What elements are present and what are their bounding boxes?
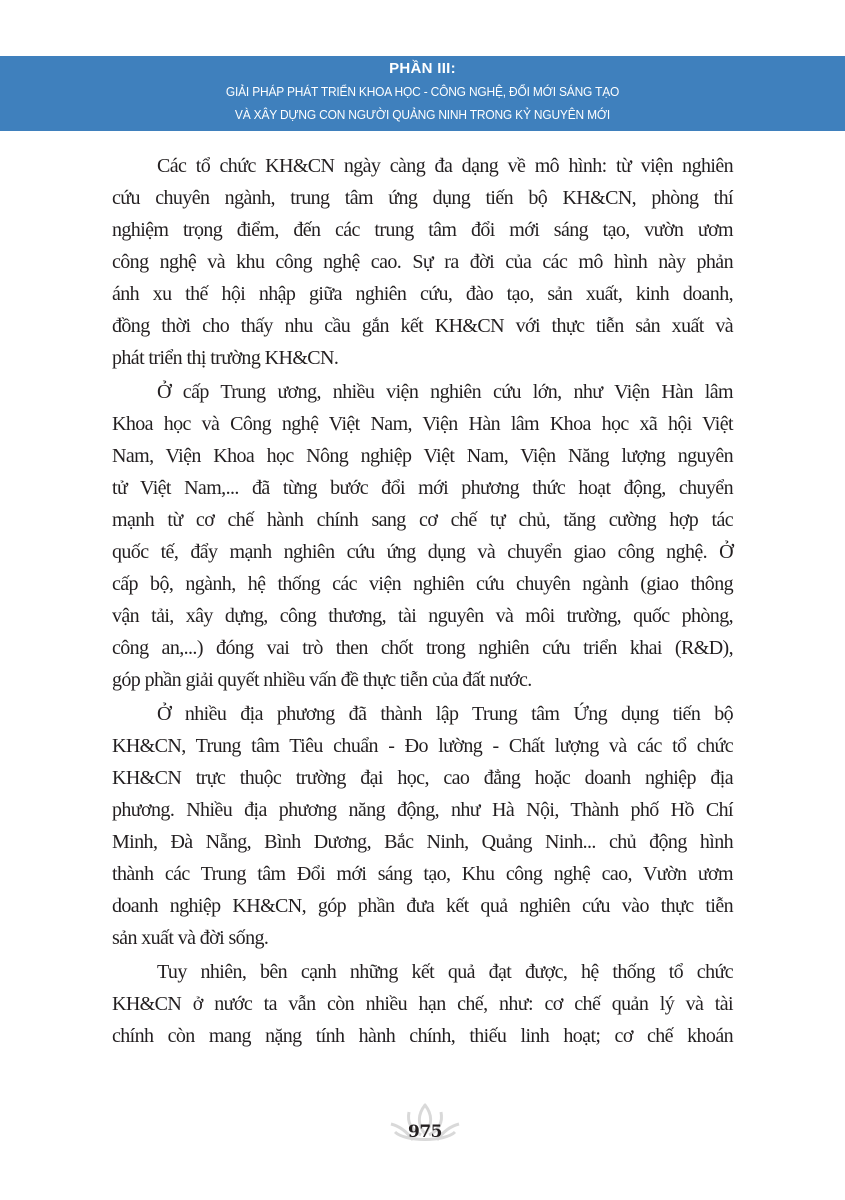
paragraph-line: phương. Nhiều địa phương năng động, như Hà Nội, Thành phố Hồ Chí <box>112 799 733 821</box>
paragraph-line: đồng thời cho thấy nhu cầu gắn kết KH&CN với thực tiễn sản xuất và <box>112 315 733 337</box>
paragraph-line: sản xuất và đời sống. <box>112 927 269 949</box>
paragraph-line: thành các Trung tâm Đổi mới sáng tạo, Khu công nghệ cao, Vườn ươm <box>112 863 733 885</box>
paragraph-line: Ở cấp Trung ương, nhiều viện nghiên cứu lớn, như Viện Hàn lâm <box>157 381 733 403</box>
paragraph-line: góp phần giải quyết nhiều vấn đề thực tiễn của đất nước. <box>112 669 532 691</box>
paragraph-line: vận tải, xây dựng, công thương, tài nguyên và môi trường, quốc phòng, <box>112 605 733 627</box>
page-number: 975 <box>408 1122 442 1142</box>
part-subtitle-line-1: GIẢI PHÁP PHÁT TRIỂN KHOA HỌC - CÔNG NGHỆ, ĐỔI MỚI SÁNG TẠO <box>225 84 620 99</box>
paragraph-line: phát triển thị trường KH&CN. <box>112 347 339 369</box>
paragraph-line: KH&CN trực thuộc trường đại học, cao đẳng hoặc doanh nghiệp địa <box>112 767 733 789</box>
paragraph-line: Minh, Đà Nẵng, Bình Dương, Bắc Ninh, Quảng Ninh... chủ động hình <box>112 831 733 853</box>
paragraph-line: KH&CN, Trung tâm Tiêu chuẩn - Đo lường - Chất lượng và các tổ chức <box>112 735 733 757</box>
paragraph-line: Các tổ chức KH&CN ngày càng đa dạng về mô hình: từ viện nghiên <box>157 155 733 177</box>
paragraph-line: tử Việt Nam,... đã từng bước đổi mới phương thức hoạt động, chuyển <box>112 477 733 499</box>
paragraph-line: cứu chuyên ngành, trung tâm ứng dụng tiến bộ KH&CN, phòng thí <box>112 187 733 209</box>
paragraph-line: KH&CN ở nước ta vẫn còn nhiều hạn chế, như: cơ chế quản lý và tài <box>112 993 733 1015</box>
part-subtitle-line-2: VÀ XÂY DỰNG CON NGƯỜI QUẢNG NINH TRONG KỶ NGUYÊN MỚI <box>234 107 611 122</box>
body-text <box>112 150 733 1052</box>
paragraph-line: mạnh từ cơ chế hành chính sang cơ chế tự chủ, tăng cường hợp tác <box>112 509 733 531</box>
paragraph-line: cấp bộ, ngành, hệ thống các viện nghiên cứu chuyên ngành (giao thông <box>112 573 733 595</box>
section-header-band <box>0 56 845 131</box>
paragraph-line: Tuy nhiên, bên cạnh những kết quả đạt được, hệ thống tổ chức <box>157 961 733 983</box>
paragraph-line: công nghệ và khu công nghệ cao. Sự ra đời của các mô hình này phản <box>112 251 733 273</box>
paragraph-line: quốc tế, đẩy mạnh nghiên cứu ứng dụng và chuyển giao công nghệ. Ở <box>112 541 733 563</box>
paragraph-line: nghiệm trọng điểm, đến các trung tâm đổi mới sáng tạo, vườn ươm <box>112 219 733 241</box>
paragraph-line: Ở nhiều địa phương đã thành lập Trung tâm Ứng dụng tiến bộ <box>157 703 733 725</box>
paragraph-line: doanh nghiệp KH&CN, góp phần đưa kết quả nghiên cứu vào thực tiễn <box>112 895 733 917</box>
page-footer <box>387 1102 463 1148</box>
paragraph-line: Nam, Viện Khoa học Nông nghiệp Việt Nam, Viện Năng lượng nguyên <box>112 445 733 467</box>
paragraph-line: ánh xu thế hội nhập giữa nghiên cứu, đào tạo, sản xuất, kinh doanh, <box>112 283 733 305</box>
paragraph-line: chính còn mang nặng tính hành chính, thiếu linh hoạt; cơ chế khoán <box>112 1025 733 1047</box>
paragraph-line: công an,...) đóng vai trò then chốt trong nghiên cứu triển khai (R&D), <box>112 637 733 659</box>
part-title: PHẦN III: <box>389 60 456 77</box>
paragraph-line: Khoa học và Công nghệ Việt Nam, Viện Hàn lâm Khoa học xã hội Việt <box>112 413 733 435</box>
